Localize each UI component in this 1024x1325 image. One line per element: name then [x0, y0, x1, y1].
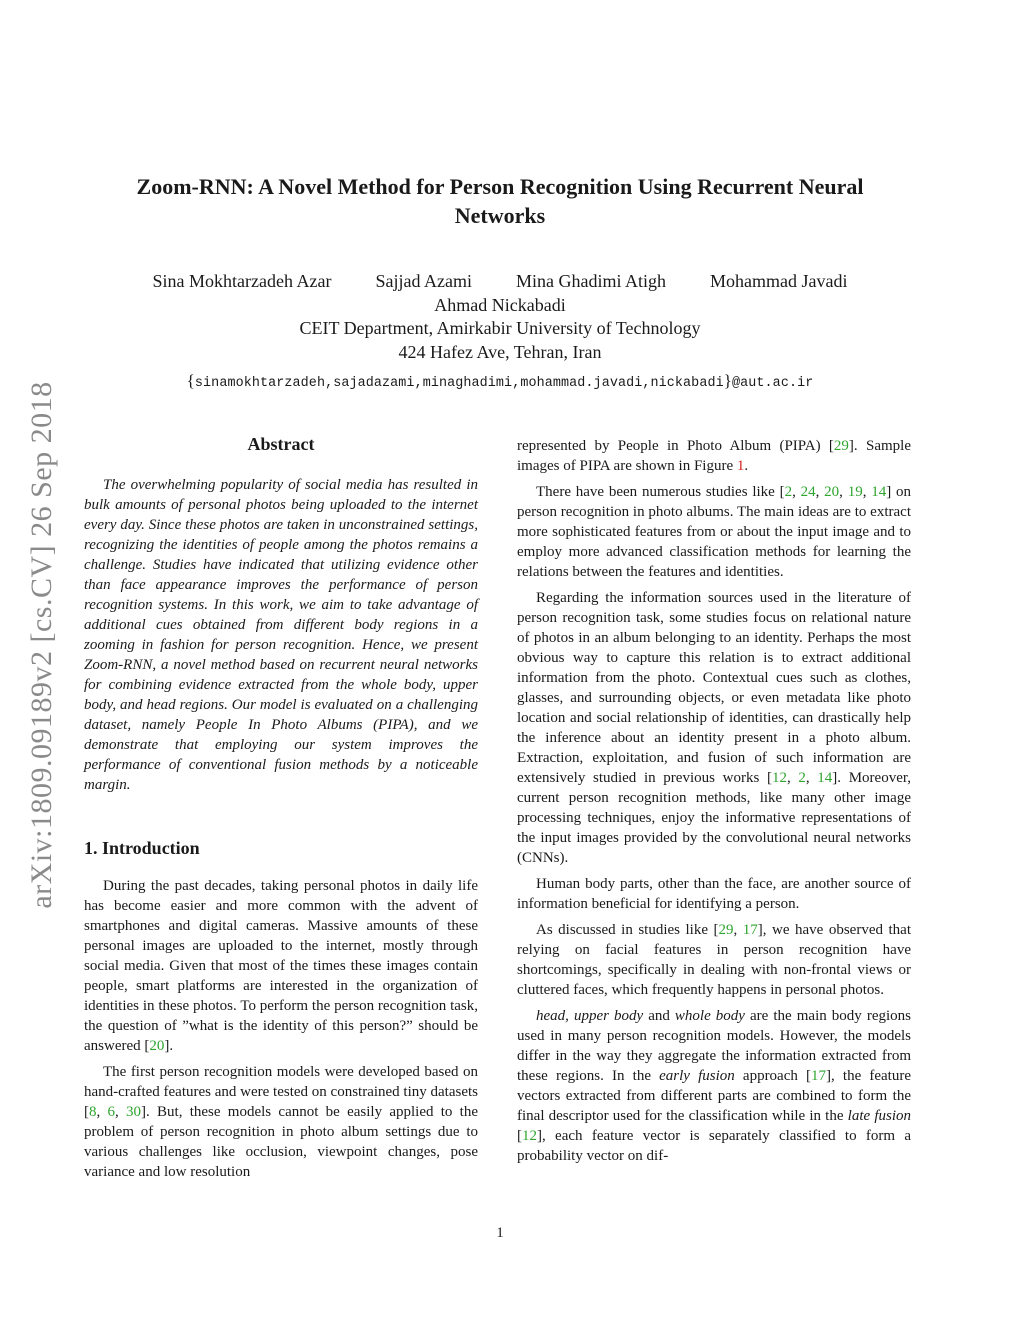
paragraph-text: ], each feature vector is separately classified to form a probability vector on dif- [517, 1128, 911, 1164]
citation-link[interactable]: 12 [771, 770, 787, 786]
paragraph-text: and [643, 1008, 675, 1024]
email-brace-close: } [723, 371, 732, 390]
arxiv-identifier-stamp: arXiv:1809.09189v2 [cs.CV] 26 Sep 2018 [25, 381, 58, 909]
citation-link[interactable]: 14 [871, 484, 887, 500]
author-name: Sajjad Azami [375, 271, 472, 291]
citation-link[interactable]: 2 [798, 770, 806, 786]
right-paragraph-4: As discussed in studies like [29, 17], we have observed that relying on facial features in person recognition have shortcomings, specifically in dealing with non-frontal views or cluttered faces, which frequently happens in personal photos. [517, 922, 911, 998]
title-line-2: Networks [454, 203, 546, 228]
citation-link[interactable]: 12 [522, 1128, 537, 1144]
author-name-last: Ahmad Nickabadi [434, 294, 566, 315]
abstract-text: The overwhelming popularity of social media has resulted in bulk amounts of personal photos being uploaded to the internet every day. Since these photos are taken in unconstrained settings, recognizing the identities of people among the photos remains a challenge. Studies have indicated that utilizing evidence other than face appearance improves the performance of person recognition systems. In this work, we aim to take advantage of additional cues obtained from different body regions in a zooming in fashion for person recognition. Hence, we present Zoom-RNN, a novel method based on recurrent neural networks for combining evidence extracted from the whole body, upper body, and head regions. Our model is evaluated on a challenging dataset, namely People In Photo Albums (PIPA), and we demonstrate that employing our system improves the performance of conventional fusion methods by a noticeable margin. [84, 477, 478, 793]
citation-link[interactable]: 19 [847, 484, 863, 500]
paragraph-text: The first person recognition models were developed based on hand-crafted features and were tested on constrained tiny datasets [ [84, 1064, 478, 1120]
author-name: Sina Mokhtarzadeh Azar [152, 271, 332, 291]
emphasis-text: upper body [573, 1008, 644, 1024]
citation-link[interactable]: 20 [149, 1038, 165, 1054]
citation-link[interactable]: 20 [824, 484, 840, 500]
citation-link[interactable]: 2 [784, 484, 793, 500]
author-emails [80, 369, 920, 396]
author-name: Mohammad Javadi [709, 271, 848, 291]
intro-paragraph-2: The first person recognition models were developed based on hand-crafted features and were tested on constrained tiny datasets [8, 6, 30]. But, these models cannot be easily applied to the problem of person recognition in photo album settings due to various challenges like occlusion, viewpoint changes, pose variance and low resolution [84, 1064, 478, 1180]
paragraph-text: ]. Sample images of PIPA are shown in Figure [517, 438, 911, 474]
paragraph-text: represented by People in Photo Album (PIPA) [ [517, 438, 834, 454]
email-brace-open: { [186, 371, 195, 390]
citation-link[interactable]: 30 [126, 1104, 142, 1120]
citation-link[interactable]: 17 [742, 922, 758, 938]
citation-link[interactable]: 17 [811, 1068, 827, 1084]
email-usernames: sinamokhtarzadeh,sajadazami,minaghadimi,mohammad.javadi,nickabadi [194, 376, 724, 391]
paragraph-text: There have been numerous studies like [ [536, 484, 785, 500]
author-block [80, 270, 920, 396]
paragraph-text: are the main body regions used in many person recognition models. However, the models differ in the way they aggregate the information extracted from these regions. In the [517, 1008, 911, 1084]
right-paragraph-3: Human body parts, other than the face, are another source of information beneficial for identifying a person. [517, 876, 911, 912]
paragraph-text: ], we have observed that relying on facial features in person recognition have shortcomings, specifically in dealing with non-frontal views or cluttered faces, which frequently happens in personal photos. [517, 922, 911, 998]
right-paragraph-2: Regarding the information sources used in the literature of person recognition task, some studies focus on relational nature of photos in an album belonging to an identity. Perhaps the most obvious way to capture this relation is to extract additional information from the photo. Contextual cues such as clothes, glasses, and surrounding objects, or even metadata like photo location and social relationship of identities, can drastically help the inference about an identity present in a photo album. Extraction, exploitation, and fusion of such information are extensively studied in previous works [12, 2, 14]. Moreover, current person recognition methods, like many other image processing techniques, enjoy the informative representations of the input images provided by the convolutional neural networks (CNNs). [517, 590, 911, 866]
emphasis-text: whole body [674, 1008, 745, 1024]
emphasis-text: late fusion [847, 1108, 911, 1124]
paragraph-text: During the past decades, taking personal photos in daily life has become easier and more common with the advent of smartphones and digital cameras. Massive amounts of these personal images are uploaded to the internet, mostly through social media. Given that most of the times these images contain people, smart platforms are interested in the organization of identities in these photos. To perform the person recognition task, the question of ”what is the identity of this person?” should be answered [ [84, 878, 478, 1054]
citation-link[interactable]: 24 [800, 484, 816, 500]
paragraph-text: ] on person recognition in photo albums. The main ideas are to extract more sophisticated features from or about the input image and to employ more advanced classification methods for learning the relations between the features and identities. [517, 484, 912, 580]
paragraph-text: [ [517, 1128, 522, 1144]
abstract-heading: Abstract [247, 434, 315, 454]
right-paragraph-0 [517, 436, 911, 476]
paragraph-text: ]. Moreover, current person recognition methods, like many other image processing techniques, enjoy the informative representations of the input images provided by the convolutional neural networks (CNNs). [517, 770, 911, 866]
paragraph-text: , [565, 1008, 574, 1024]
paper-title [80, 172, 920, 230]
email-domain: @aut.ac.ir [732, 376, 814, 391]
page-number: 1 [496, 1225, 504, 1241]
section-heading-introduction: 1. Introduction [84, 838, 200, 858]
paragraph-text: ]. [164, 1038, 174, 1054]
author-name: Mina Ghadimi Atigh [515, 271, 666, 291]
author-names-row [80, 270, 920, 294]
title-line-1: Zoom-RNN: A Novel Method for Person Recognition Using Recurrent Neural [136, 174, 864, 199]
paragraph-text: ]. But, these models cannot be easily applied to the problem of person recognition in photo album settings due to various challenges like occlusion, viewpoint changes, pose variance and low resolution [84, 1104, 478, 1180]
citation-link[interactable]: 29 [718, 922, 734, 938]
citation-link[interactable]: 6 [107, 1104, 116, 1120]
paragraph-text: As discussed in studies like [ [536, 922, 719, 938]
citation-link[interactable]: 14 [817, 770, 833, 786]
paragraph-text: . [744, 458, 749, 474]
paragraph-text: ], the feature vectors extracted from different parts are combined to form the final descriptor used for the classification while in the [517, 1068, 911, 1124]
paragraph-text: approach [ [734, 1068, 812, 1084]
address: 424 Hafez Ave, Tehran, Iran [398, 341, 602, 362]
right-paragraph-5 [517, 1006, 911, 1166]
right-paragraph-1: There have been numerous studies like [2, 24, 20, 19, 14] on person recognition in photo albums. The main ideas are to extract more sophisticated features from or about the input image and to employ more advanced classification methods for learning the relations between the features and identities. [517, 484, 912, 580]
intro-paragraph-1 [84, 876, 478, 1056]
left-column [84, 434, 478, 1188]
figure-reference-link[interactable]: 1 [736, 458, 745, 474]
right-column [517, 436, 911, 1172]
emphasis-text: early fusion [659, 1068, 735, 1084]
citation-link[interactable]: 8 [89, 1104, 97, 1120]
emphasis-text: head [536, 1008, 566, 1024]
affiliation: CEIT Department, Amirkabir University of Technology [299, 318, 701, 338]
paragraph-text: Regarding the information sources used in the literature of person recognition task, some studies focus on relational nature of photos in an album belonging to an identity. Perhaps the most obvious way to capture this relation is to extract additional information from the photo. Contextual cues such as clothes, glasses, and surrounding objects, or even metadata like photo location and social relationship of identities, can drastically help the inference about an identity present in a photo album. Extraction, exploitation, and fusion of such information are extensively studied in previous works [ [517, 590, 911, 786]
citation-link[interactable]: 29 [833, 438, 849, 454]
